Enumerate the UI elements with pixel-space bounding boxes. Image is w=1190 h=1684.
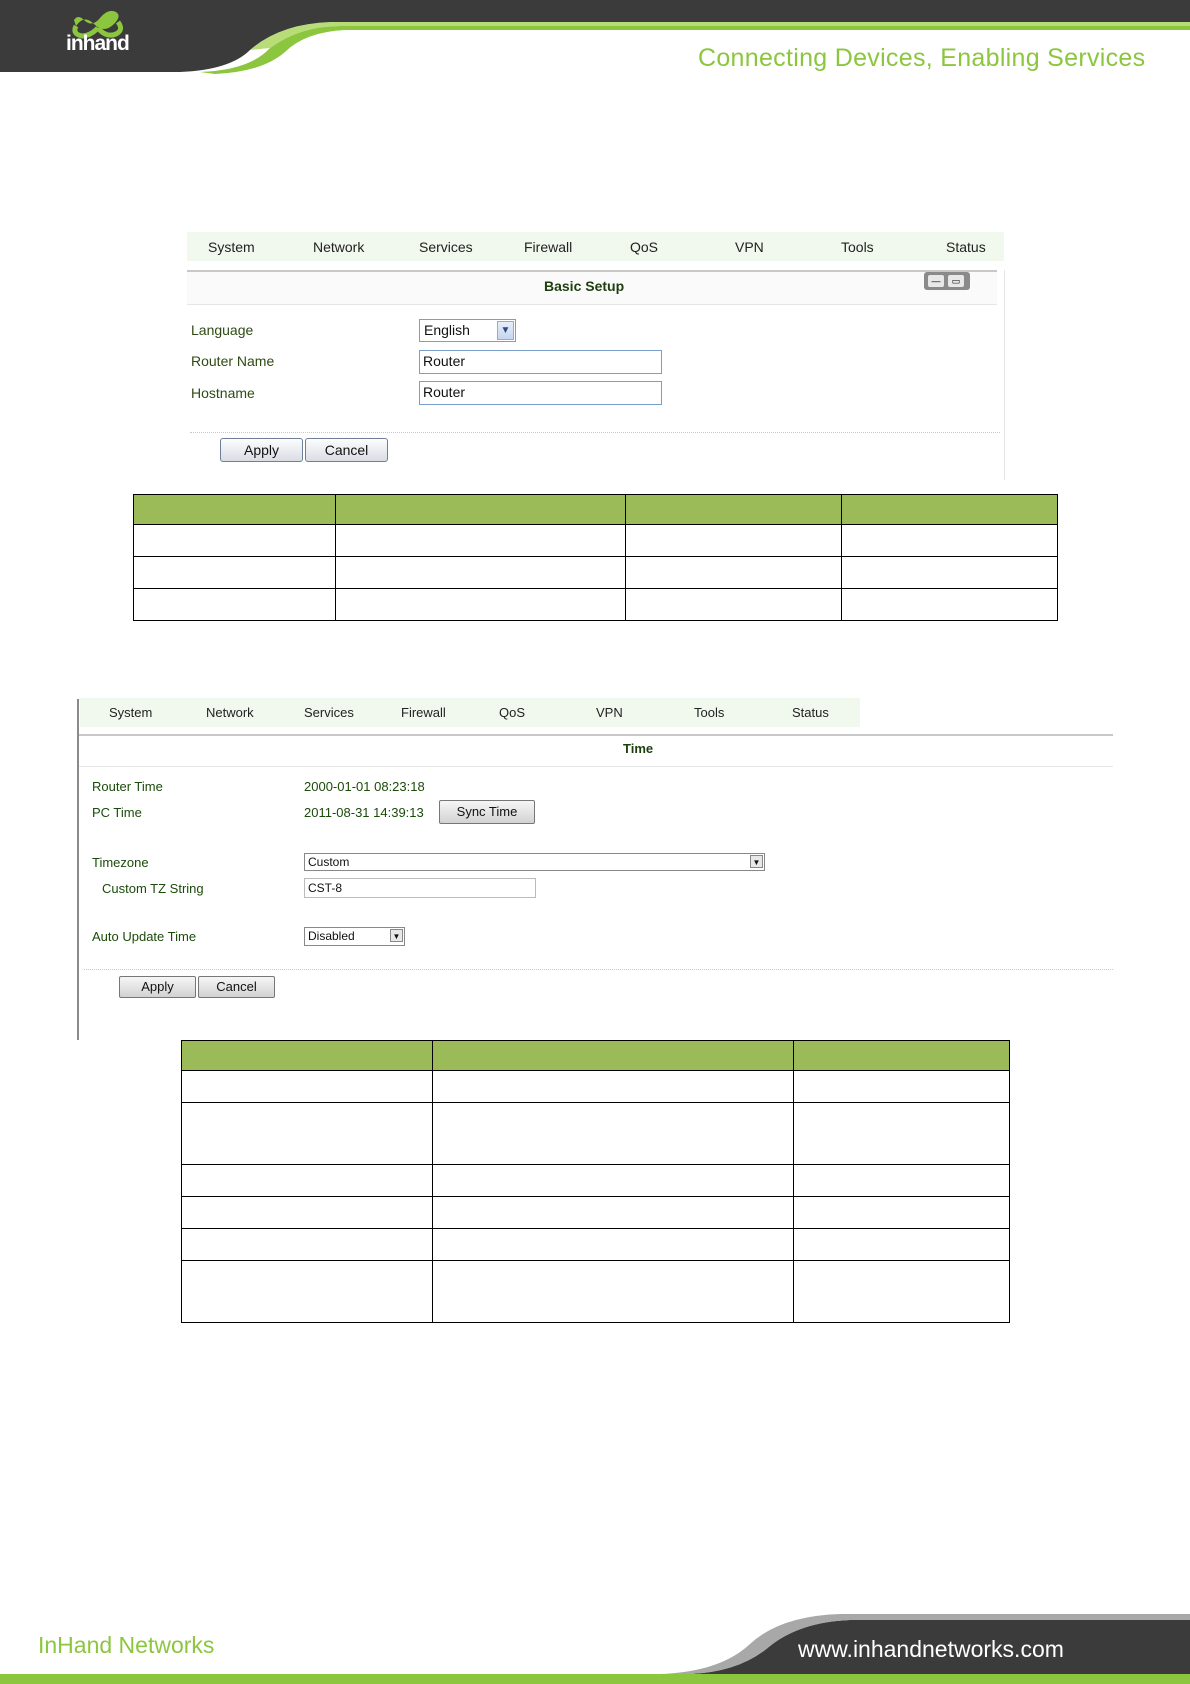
nav-firewall[interactable]: Firewall — [524, 239, 573, 255]
dropdown-arrow-icon[interactable]: ▼ — [497, 321, 514, 340]
pc-time-value: 2011-08-31 14:39:13 — [304, 805, 424, 820]
router-time-value: 2000-01-01 08:23:18 — [304, 779, 425, 794]
dropdown-arrow-icon[interactable]: ▼ — [750, 855, 763, 868]
apply-button[interactable]: Apply — [220, 438, 303, 462]
nav-status[interactable]: Status — [792, 705, 829, 720]
minimize-icon[interactable]: — — [928, 275, 944, 287]
nav-status[interactable]: Status — [946, 239, 986, 255]
auto-update-select[interactable]: Disabled ▼ — [304, 927, 405, 946]
table-header-cell — [793, 1041, 1009, 1071]
table-row — [182, 1229, 1010, 1261]
table-header-cell — [336, 495, 626, 525]
table-row — [182, 1165, 1010, 1197]
window-controls — [924, 272, 970, 290]
parameter-table-1 — [133, 494, 1058, 621]
table-header-cell — [626, 495, 841, 525]
table-row — [134, 589, 1058, 621]
nav-tools[interactable]: Tools — [694, 705, 725, 720]
table-row — [182, 1197, 1010, 1229]
cancel-button[interactable]: Cancel — [305, 438, 388, 462]
divider — [84, 969, 1113, 970]
router-time-label: Router Time — [92, 779, 163, 794]
nav-services[interactable]: Services — [304, 705, 354, 720]
nav-firewall[interactable]: Firewall — [401, 705, 446, 720]
table-row — [182, 1261, 1010, 1323]
table-header-cell — [841, 495, 1057, 525]
table-header-row — [134, 495, 1058, 525]
nav-qos[interactable]: QoS — [499, 705, 526, 720]
nav-tools[interactable]: Tools — [841, 239, 874, 255]
router-name-label: Router Name — [191, 353, 275, 369]
nav-qos[interactable]: QoS — [630, 239, 659, 255]
time-title-bar — [79, 734, 1113, 767]
hostname-input[interactable]: Router — [419, 381, 662, 405]
nav-system[interactable]: System — [208, 239, 255, 255]
timezone-label: Timezone — [92, 855, 149, 870]
parameter-table-2 — [181, 1040, 1010, 1323]
table-row — [134, 557, 1058, 589]
tz-string-input[interactable]: CST-8 — [304, 878, 536, 898]
dropdown-arrow-icon[interactable]: ▼ — [390, 929, 403, 942]
sync-time-button[interactable]: Sync Time — [439, 800, 535, 824]
table-row — [134, 525, 1058, 557]
time-nav — [80, 698, 860, 727]
apply-button[interactable]: Apply — [119, 976, 196, 998]
tagline: Connecting Devices, Enabling Services — [698, 44, 1146, 72]
table-row — [182, 1103, 1010, 1165]
language-label: Language — [191, 322, 254, 338]
maximize-icon[interactable]: ▭ — [948, 275, 964, 287]
timezone-select[interactable]: Custom ▼ — [304, 853, 765, 871]
logo-text: inhand — [66, 32, 129, 55]
nav-network[interactable]: Network — [206, 705, 254, 720]
table-header-cell — [182, 1041, 433, 1071]
language-select[interactable]: English ▼ — [419, 319, 516, 342]
table-row — [182, 1071, 1010, 1103]
table-header-cell — [433, 1041, 793, 1071]
nav-services[interactable]: Services — [419, 239, 473, 255]
router-name-input[interactable]: Router — [419, 350, 662, 374]
panel-title: Time — [623, 741, 654, 756]
nav-vpn[interactable]: VPN — [596, 705, 623, 720]
cancel-button[interactable]: Cancel — [198, 976, 275, 998]
divider — [190, 432, 1000, 433]
footer-brand: InHand Networks — [38, 1632, 215, 1658]
auto-update-label: Auto Update Time — [92, 929, 197, 944]
tz-string-label: Custom TZ String — [102, 881, 204, 896]
table-header-cell — [134, 495, 336, 525]
footer-url[interactable]: www.inhandnetworks.com — [798, 1636, 1064, 1662]
nav-system[interactable]: System — [109, 705, 153, 720]
panel-title: Basic Setup — [544, 278, 625, 294]
nav-network[interactable]: Network — [313, 239, 365, 255]
pc-time-label: PC Time — [92, 805, 142, 820]
hostname-label: Hostname — [191, 385, 255, 401]
basic-setup-nav — [187, 232, 1004, 261]
table-header-row — [182, 1041, 1010, 1071]
nav-vpn[interactable]: VPN — [735, 239, 764, 255]
